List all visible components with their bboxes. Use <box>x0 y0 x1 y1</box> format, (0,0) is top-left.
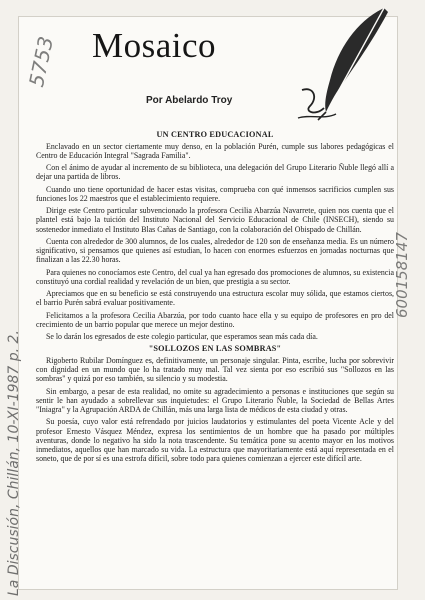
section-heading: "SOLLOZOS EN LAS SOMBRAS" <box>148 344 282 354</box>
paragraph: Cuando uno tiene oportunidad de hacer estas visitas, comprueba con qué inmensos sacrificios cumplen sus funciones los 22 maestros que el establecimiento requiere. <box>36 184 394 203</box>
paragraph: Se lo darán los egresados de este colegio particular, que esperamos sean más cada día. <box>46 332 318 342</box>
handwritten-archive-number: 5753 <box>24 34 59 89</box>
article-body <box>36 130 394 464</box>
paragraph: Su poesía, cuyo valor está refrendado por juicios laudatorios y estimulantes del poeta Vicente Acle y del profesor Ernesto Vásquez Méndez, expresa los sentimientos de un hombre que ha pasado por múltiples aventuras, donde lo negativo ha sido la nota trascendente. Su temática pone su acento mayor en los motivos inmediatos, aquellos que han marcado su vida. La estructura que mayoritariamente está aquí representada en el soneto, que de por sí es una estrofa difícil, sobre todo para quienes comienzan a ejercer este difícil arte. <box>36 417 394 464</box>
paragraph: Felicitamos a la profesora Cecilia Abarzúa, por todo cuanto hace ella y su equipo de profesores en pro del crecimiento de un barrio popular que merece un mejor destino. <box>36 310 394 329</box>
handwritten-source-citation: La Discusión, Chillán, 10-XI-1987 p. 2. <box>6 330 22 596</box>
byline: Por Abelardo Troy <box>146 95 233 106</box>
paragraph: Sin embargo, a pesar de esta realidad, no omite su agradecimiento a personas e instituciones que según su sentir le han ayudado a sobrellevar sus inquietudes: el Grupo Literario Ñuble, la Sociedad de Bellas Artes "Iniagra" y la Agrupación ARDA de Chillán, más una larga lista de médicos de esta ciudad y otras. <box>36 386 394 415</box>
paragraph: Dirige este Centro particular subvencionado la profesora Cecilia Abarzúa Navarrete, quien nos cuenta que el plantel está bajo la tuición del Instituto Nacional del Servicio Educacional de Chile (INSECH), siendo su sostenedor inmediato el Instituto Blas Cañas de Santiago, con la colaboración del Obispado de Chillán. <box>36 206 394 234</box>
quill-pen-icon <box>296 2 392 124</box>
paragraph: Con el ánimo de ayudar al incremento de su biblioteca, una delegación del Grupo Literario Ñuble llegó allí a dejar una partida de libros. <box>36 163 394 182</box>
paragraph: Cuenta con alrededor de 300 alumnos, de los cuales, alrededor de 120 son de enseñanza media. Es un número significativo, si pensamos que quienes así estudian, lo hacen con enormes esfuerzos en jornadas nocturnas que finalizan a las 22.30 horas. <box>36 236 394 265</box>
column-title: Mosaico <box>92 26 217 65</box>
paragraph: Enclavado en un sector ciertamente muy denso, en la población Purén, cumple sus labores pedagógicas el Centro de Educación Integral "Sagrada Familia". <box>36 141 394 160</box>
paragraph: Apreciamos que en su beneficio se está construyendo una estructura escolar muy sólida, que estamos ciertos, el barrio Purén sabrá evaluar positivamente. <box>36 289 394 308</box>
paragraph: Rigoberto Rubilar Domínguez es, definitivamente, un personaje singular. Pinta, escribe, lucha por sobrevivir con dignidad en un mundo que lo ha tratado muy mal. Tal vez sienta por eso escribió sus "Sollozos en las sombras" y quizá por eso también, su silencio y su modestia. <box>36 355 394 384</box>
handwritten-catalog-id: 600158147 <box>393 232 411 318</box>
paragraph: Para quienes no conocíamos este Centro, del cual ya han egresado dos promociones de alumnos, su existencia constituyó una cordial realidad y revelación de un bien, que prestigia a su sector. <box>36 267 394 286</box>
section-heading: UN CENTRO EDUCACIONAL <box>156 130 274 139</box>
